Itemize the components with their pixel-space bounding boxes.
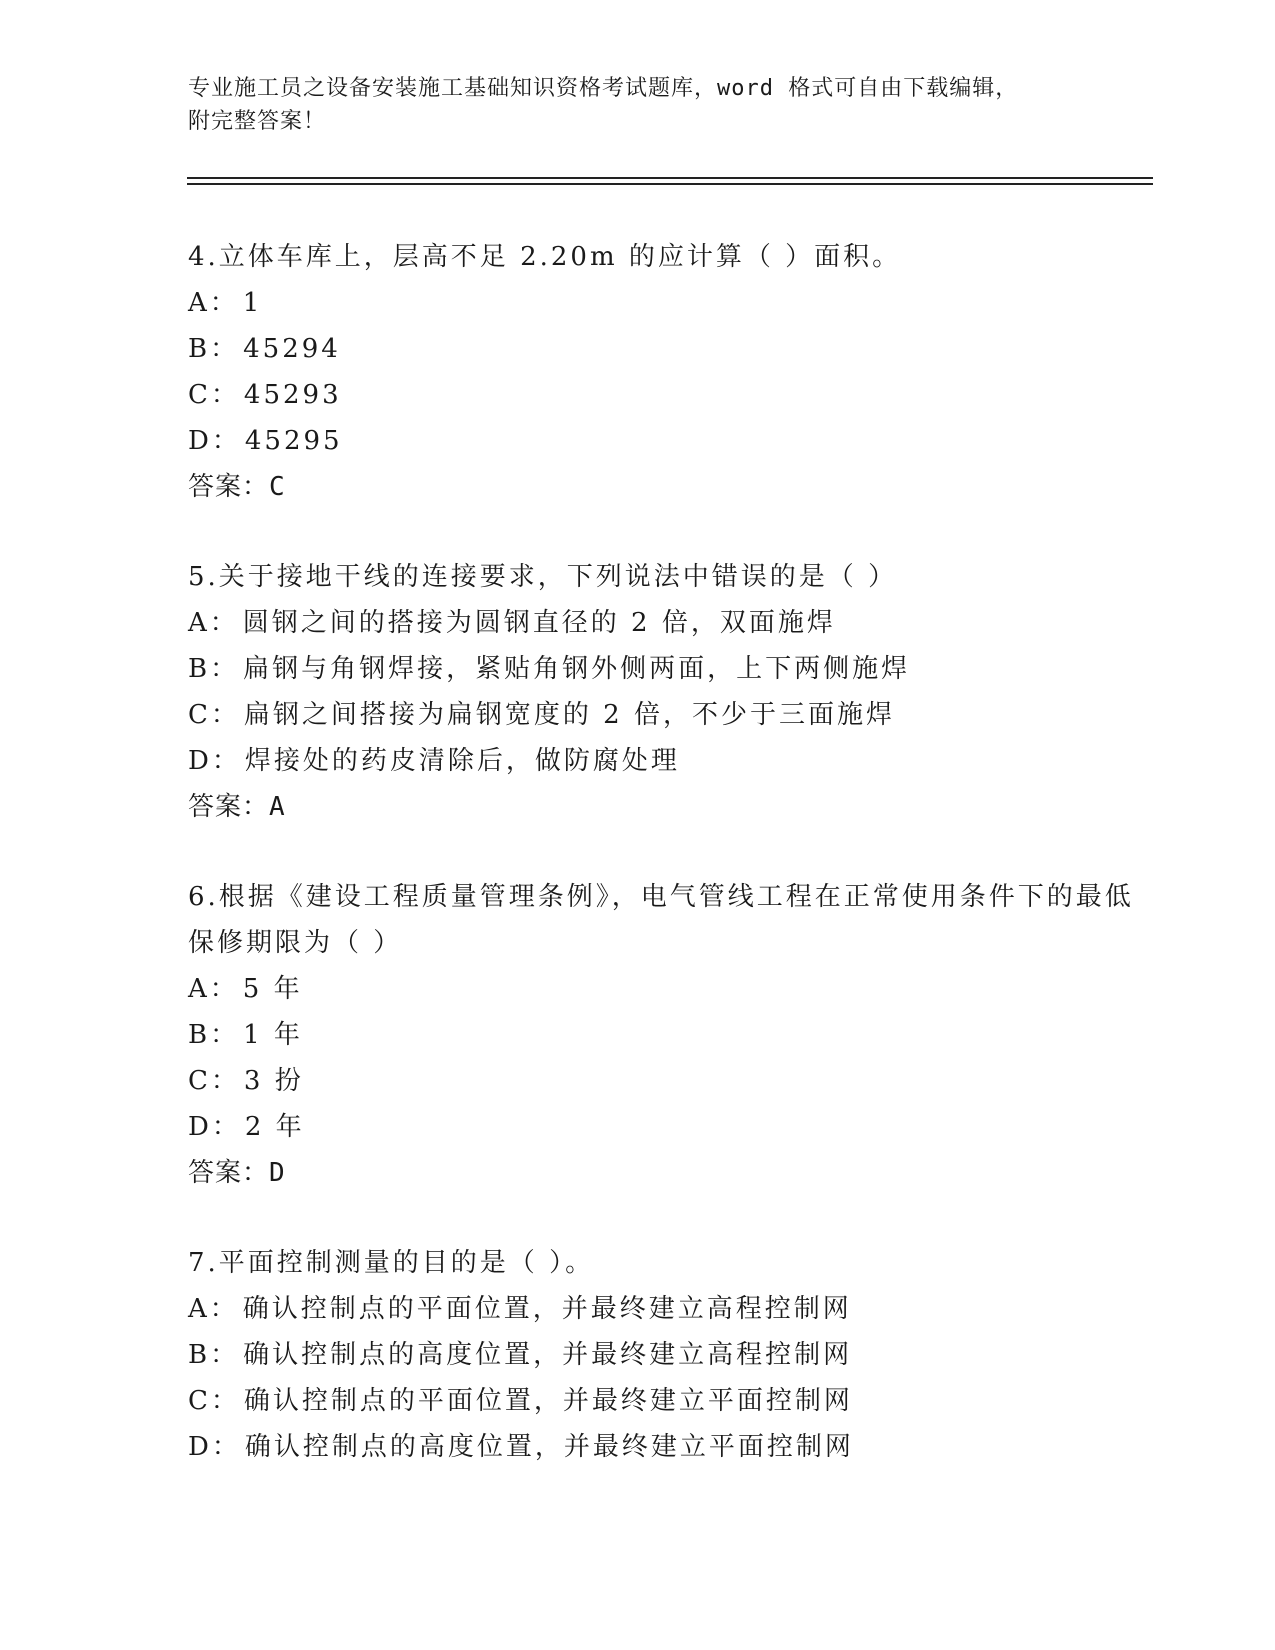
option-letter: B <box>188 1020 211 1050</box>
option-letter: A <box>188 288 210 318</box>
question-stem: 7.平面控制测量的目的是（ ）。 <box>188 1248 595 1278</box>
option-b: B： 确认控制点的高度位置，并最终建立高程控制网 <box>188 1340 853 1370</box>
option-letter: C <box>188 380 211 410</box>
answer-label: 答案： <box>188 1158 270 1188</box>
question-6 <box>188 874 1148 1196</box>
header-line-1: 专业施工员之设备安装施工基础知识资格考试题库，word 格式可自由下载编辑， <box>188 76 1019 101</box>
answer-value: D <box>269 1158 286 1188</box>
option-a: A： 5 年 <box>188 974 303 1004</box>
option-letter: A <box>188 1294 210 1324</box>
option-letter: C <box>188 1066 211 1096</box>
option-a: A： 确认控制点的平面位置，并最终建立高程控制网 <box>188 1294 852 1324</box>
option-letter: A <box>188 608 210 638</box>
question-5 <box>188 554 1148 830</box>
option-letter: D <box>188 1112 212 1142</box>
header-divider-top <box>187 177 1153 179</box>
option-c: C： 45293 <box>188 380 342 410</box>
option-text: 45294 <box>243 334 341 364</box>
option-letter: B <box>188 654 211 684</box>
option-letter: B <box>188 1340 211 1370</box>
option-text: 1 年 <box>243 1020 303 1050</box>
option-letter: D <box>188 746 212 776</box>
option-text: 1 <box>242 288 263 318</box>
option-text: 圆钢之间的搭接为圆钢直径的 2 倍，双面施焊 <box>242 608 836 638</box>
option-d: D： 2 年 <box>188 1112 305 1142</box>
option-letter: D <box>188 426 212 456</box>
option-letter: C <box>188 1386 211 1416</box>
option-text: 确认控制点的高度位置，并最终建立平面控制网 <box>244 1432 854 1462</box>
option-letter: D <box>188 1432 212 1462</box>
question-stem: 5.关于接地干线的连接要求，下列说法中错误的是（ ） <box>188 562 898 592</box>
answer-value: C <box>269 472 286 502</box>
option-a: A： 圆钢之间的搭接为圆钢直径的 2 倍，双面施焊 <box>188 608 836 638</box>
question-stem: 4.立体车库上，层高不足 2.20m 的应计算（ ）面积。 <box>188 242 902 272</box>
answer-label: 答案： <box>188 472 270 502</box>
option-text: 3 扮 <box>243 1066 304 1096</box>
option-c: C： 3 扮 <box>188 1066 304 1096</box>
option-d: D： 确认控制点的高度位置，并最终建立平面控制网 <box>188 1432 854 1462</box>
option-b: B： 扁钢与角钢焊接，紧贴角钢外侧两面，上下两侧施焊 <box>188 654 911 684</box>
option-b: B： 45294 <box>188 334 341 364</box>
option-a: A： 1 <box>188 288 263 318</box>
question-7 <box>188 1240 1148 1470</box>
option-text: 扁钢与角钢焊接，紧贴角钢外侧两面，上下两侧施焊 <box>243 654 911 684</box>
option-text: 45295 <box>244 426 343 456</box>
answer-value: A <box>269 792 286 822</box>
option-text: 45293 <box>243 380 342 410</box>
answer-line <box>188 784 1148 830</box>
option-c: C： 确认控制点的平面位置，并最终建立平面控制网 <box>188 1386 853 1416</box>
answer-line <box>188 1150 1148 1196</box>
header-divider-bottom <box>187 183 1153 185</box>
option-text: 5 年 <box>242 974 303 1004</box>
question-list <box>188 234 1148 1514</box>
question-4 <box>188 234 1148 510</box>
answer-label: 答案： <box>188 792 270 822</box>
option-text: 扁钢之间搭接为扁钢宽度的 2 倍，不少于三面施焊 <box>243 700 895 730</box>
document-header <box>188 72 1088 138</box>
option-letter: A <box>188 974 210 1004</box>
option-text: 2 年 <box>244 1112 305 1142</box>
option-b: B： 1 年 <box>188 1020 303 1050</box>
option-letter: C <box>188 700 211 730</box>
answer-line <box>188 464 1148 510</box>
option-text: 确认控制点的平面位置，并最终建立高程控制网 <box>242 1294 852 1324</box>
option-text: 确认控制点的高度位置，并最终建立高程控制网 <box>243 1340 853 1370</box>
question-stem: 6.根据《建设工程质量管理条例》，电气管线工程在正常使用条件下的最低保修期限为（ ） <box>188 882 1134 958</box>
option-text: 确认控制点的平面位置，并最终建立平面控制网 <box>243 1386 853 1416</box>
option-d: D： 焊接处的药皮清除后，做防腐处理 <box>188 746 680 776</box>
option-c: C： 扁钢之间搭接为扁钢宽度的 2 倍，不少于三面施焊 <box>188 700 895 730</box>
header-line-2: 附完整答案！ <box>188 109 327 134</box>
option-d: D： 45295 <box>188 426 343 456</box>
option-letter: B <box>188 334 211 364</box>
option-text: 焊接处的药皮清除后，做防腐处理 <box>244 746 680 776</box>
